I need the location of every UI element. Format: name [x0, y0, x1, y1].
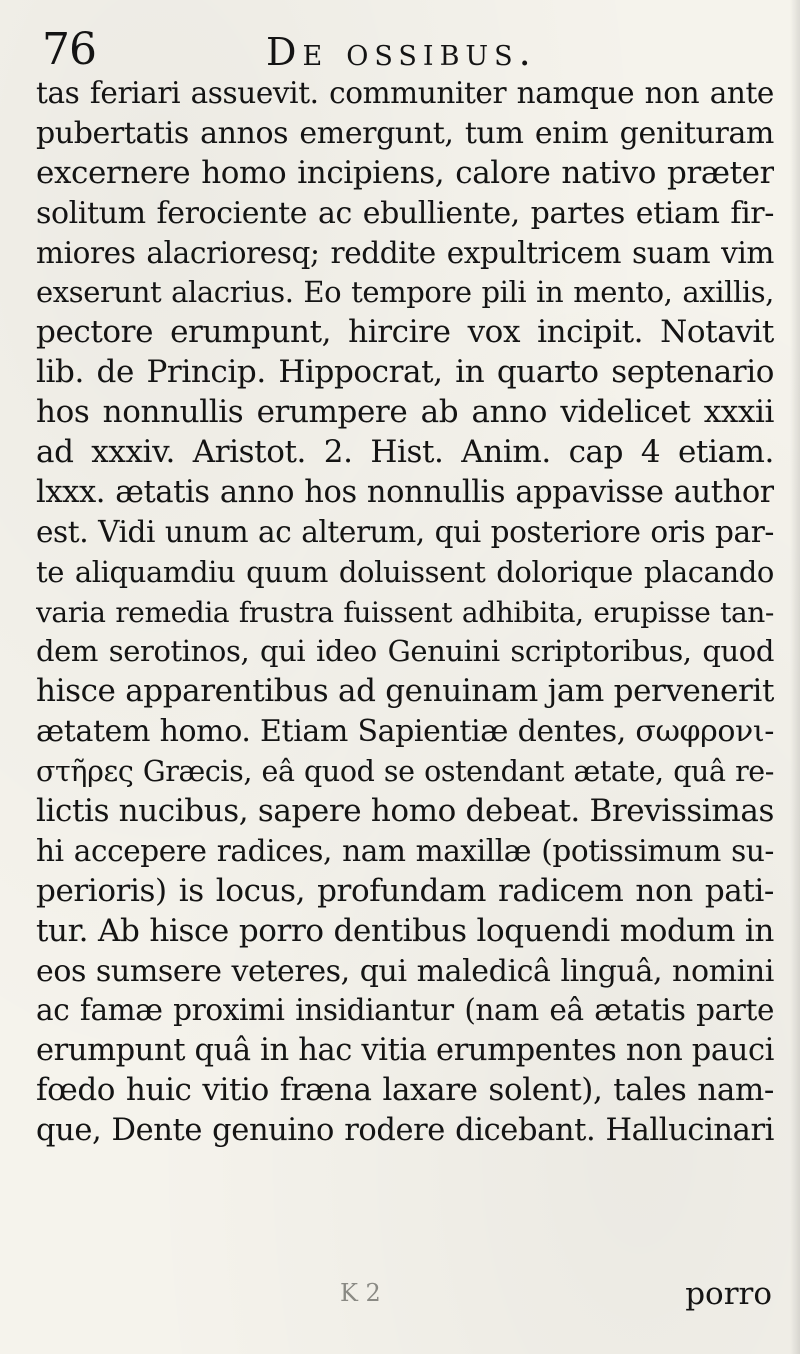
page-number: 76: [42, 24, 96, 75]
text-line-12: est. Vidi unum ac alterum, qui posteriore oris par-: [36, 514, 774, 549]
text-line-1: tas feriari assuevit. communiter namque non ante: [36, 76, 774, 110]
text-line-5: miores alacrioresq; reddite expultricem suam vim: [36, 235, 774, 270]
text-line-17: ætatem homo. Etiam Sapientiæ dentes, σωφρονι-: [36, 714, 774, 750]
body-text: [36, 74, 774, 1151]
text-line-2: pubertatis annos emergunt, tum enim genituram: [36, 115, 774, 151]
page-header: [36, 18, 772, 76]
text-line-10: ad xxxiv. Aristot. 2. Hist. Anim. cap 4 etiam.: [36, 434, 774, 471]
catchword: porro: [685, 1276, 772, 1312]
page-edge-shadow: [790, 0, 800, 1354]
text-line-11: lxxx. ætatis anno hos nonnullis appavisse author: [36, 474, 774, 510]
text-line-13: te aliquamdiu quum doluissent dolorique placando: [36, 554, 774, 589]
text-line-9: hos nonnullis erumpere ab anno videlicet xxxii: [36, 394, 774, 431]
text-line-23: eos sumsere veteres, qui maledicâ linguâ, nomini: [36, 953, 774, 989]
text-line-20: hi accepere radices, nam maxillæ (potissimum su-: [36, 833, 774, 868]
text-line-3: excernere homo incipiens, calore nativo præter: [36, 154, 774, 191]
text-line-25: erumpunt quâ in hac vitia erumpentes non pauci: [36, 1033, 774, 1069]
text-line-22: tur. Ab hisce porro dentibus loquendi modum in: [36, 912, 774, 949]
text-line-8: lib. de Princip. Hippocrat, in quarto septenario: [36, 354, 774, 391]
text-line-4: solitum ferociente ac ebulliente, partes etiam fir-: [36, 195, 774, 231]
text-line-6: exserunt alacrius. Eo tempore pili in mento, axillis,: [36, 275, 774, 310]
text-line-26: fœdo huic vitio fræna laxare solent), tales nam-: [36, 1072, 774, 1109]
text-line-15: dem serotinos, qui ideo Genuini scriptoribus, quod: [36, 634, 774, 669]
running-head: De ossibus.: [266, 30, 537, 74]
text-line-18: στῆρες Græcis, eâ quod se ostendant ætate, quâ re-: [36, 755, 774, 789]
text-line-21: perioris) is locus, profundam radicem non pati-: [36, 872, 774, 909]
text-line-7: pectore erumpunt, hircire vox incipit. Notavit: [36, 314, 774, 351]
text-line-24: ac famæ proximi insidiantur (nam eâ ætatis parte: [36, 993, 774, 1028]
text-line-27: que, Dente genuino rodere dicebant. Hallucinari: [36, 1113, 774, 1149]
signature-mark: K 2: [340, 1279, 381, 1307]
text-line-16: hisce apparentibus ad genuinam jam pervenerit: [36, 673, 774, 710]
text-line-19: lictis nucibus, sapere homo debeat. Brevissimas: [36, 793, 774, 830]
text-line-14: varia remedia frustra fuissent adhibita, erupisse tan-: [36, 595, 774, 629]
